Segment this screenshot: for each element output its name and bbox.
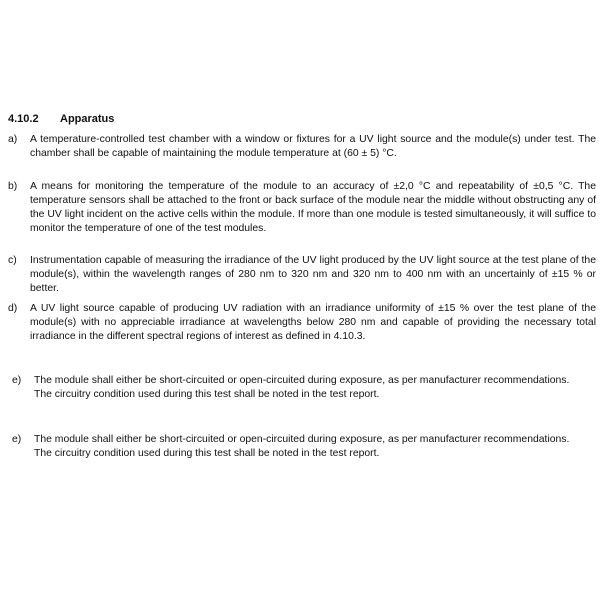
list-item-label: d) <box>8 303 18 314</box>
list-item-a <box>8 133 596 161</box>
list-item-e-first <box>12 374 589 402</box>
list-item-label: a) <box>8 134 18 145</box>
list-item-b <box>8 180 596 236</box>
list-item-text: A means for monitoring the temperature of the module to an accuracy of ±2,0 °C and repeatability of ±0,5 °C. The temperature sensors shall be attached to the front or back surface of the module near the middle without obstructing any of the UV light incident on the active cells within the module. If more than one module is tested simultaneously, it will suffice to monitor the temperature of one of the test modules. <box>30 181 596 234</box>
list-item-label: c) <box>8 255 17 266</box>
section-heading <box>8 112 114 126</box>
list-item-label: e) <box>12 375 22 386</box>
section-number: 4.10.2 <box>8 113 39 125</box>
section-title: Apparatus <box>60 113 115 125</box>
list-item-c <box>8 254 596 296</box>
list-item-text: The module shall either be short-circuited or open-circuited during exposure, as per manufacturer recommendations. The circuitry condition used during this test shall be noted in the test report. <box>34 434 570 459</box>
list-item-label: b) <box>8 181 18 192</box>
list-item-text: The module shall either be short-circuited or open-circuited during exposure, as per manufacturer recommendations. The circuitry condition used during this test shall be noted in the test report. <box>34 375 570 400</box>
list-item-label: e) <box>12 434 22 445</box>
list-item-e-second <box>12 433 589 461</box>
list-item-d <box>8 302 596 344</box>
list-item-text: A temperature-controlled test chamber with a window or fixtures for a UV light source and the module(s) under test. The chamber shall be capable of maintaining the module temperature at (60 ± 5) °C. <box>30 134 596 159</box>
list-item-text: Instrumentation capable of measuring the irradiance of the UV light produced by the UV light source at the test plane of the module(s), within the wavelength ranges of 280 nm to 320 nm and 320 nm to 400 nm with an uncertainly of ±15 % or better. <box>30 255 596 294</box>
list-item-text: A UV light source capable of producing UV radiation with an irradiance uniformity of ±15 % over the test plane of the module(s) with no appreciable irradiance at wavelengths below 280 nm and capable of providing the necessary total irradiance in the different spectral regions of interest as defined in 4.10.3. <box>30 303 596 342</box>
